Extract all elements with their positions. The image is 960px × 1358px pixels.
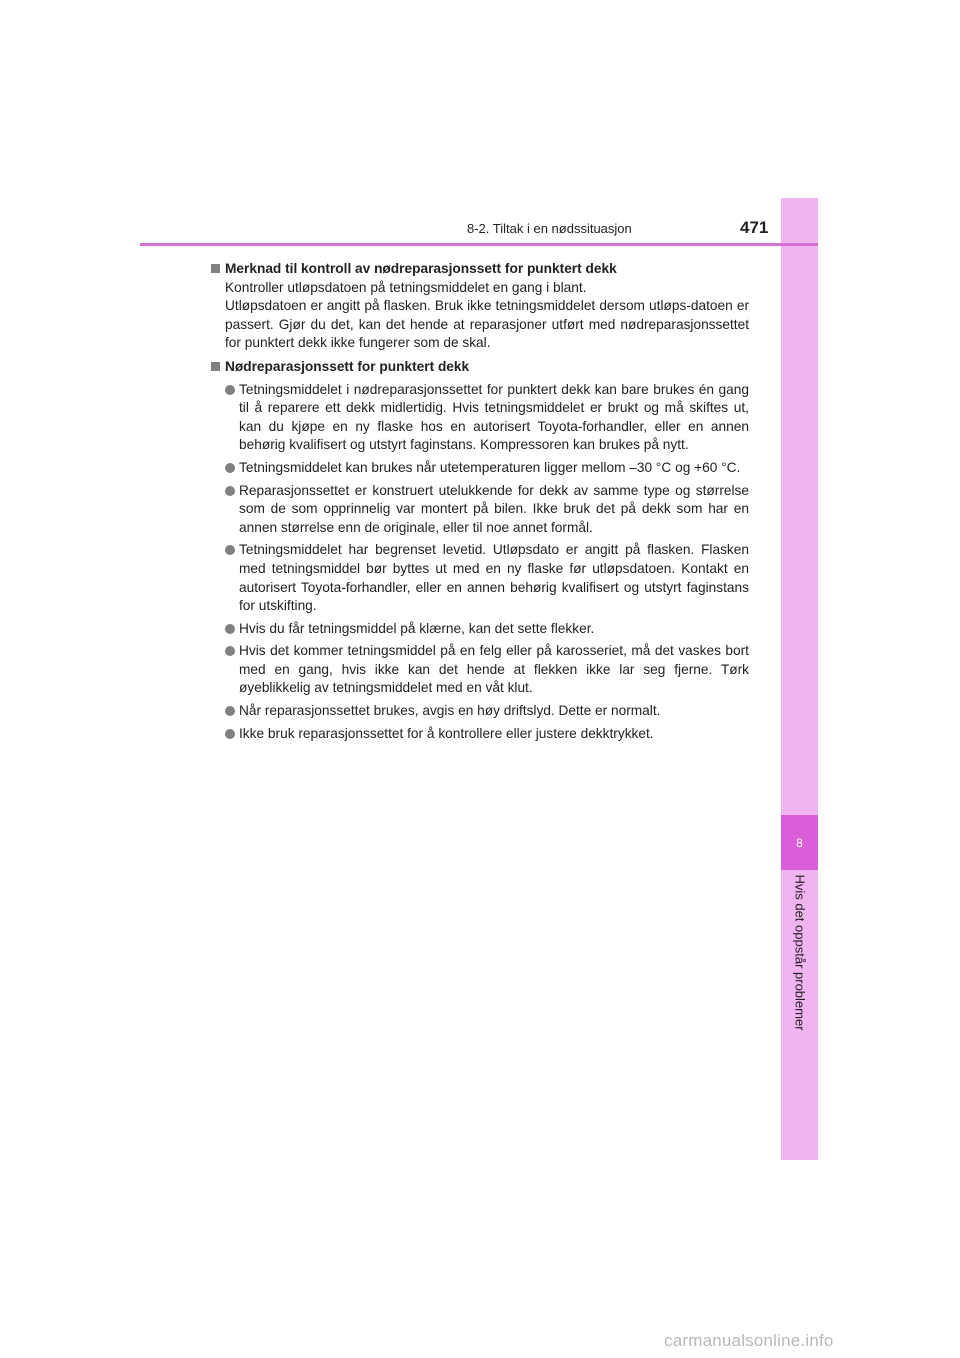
circle-bullet-icon [225, 545, 235, 555]
page-number: 471 [740, 218, 769, 237]
paragraph: Utløpsdatoen er angitt på flasken. Bruk ikke tetningsmiddelet dersom utløps-datoen er passert. Gjør du det, kan det hende at reparasjoner utført med nødreparasjonssettet for punktert dekk ikke fungerer som de skal. [225, 298, 749, 351]
list-item-text: Tetningsmiddelet i nødreparasjonssettet for punktert dekk kan bare brukes én gang til å reparere ett dekk midlertidig. Hvis tetningsmiddelet er brukt og må skiftes ut, kan du kjøpe en ny flaske hos en autorisert Toyota-forhandler, eller en annen behørig kvalifisert og utstyrt faginstans. Kompressoren kan brukes på nytt. [239, 381, 749, 453]
list-item [209, 702, 749, 721]
list-item [209, 459, 749, 478]
list-item-text: Når reparasjonssettet brukes, avgis en høy driftslyd. Dette er normalt. [239, 703, 661, 719]
circle-bullet-icon [225, 624, 235, 634]
paragraph: Kontroller utløpsdatoen på tetningsmiddelet en gang i blant. [225, 279, 587, 295]
page-content [209, 255, 749, 743]
list-item-text: Reparasjonssettet er konstruert utelukkende for dekk av samme type og størrelse som de som opprinnelig var montert på bilen. Ikke bruk det på dekk som har en annen størrelse enn de originale, eller til noe annet formål. [239, 482, 749, 535]
list-item [209, 642, 749, 698]
section-title: 8-2. Tiltak i en nødssituasjon [467, 221, 632, 236]
chapter-side-tab [781, 198, 818, 1160]
watermark: carmanualsonline.info [664, 1331, 834, 1350]
list-item-text: Tetningsmiddelet kan brukes når utetemperaturen ligger mellom –30 °C og +60 °C. [239, 459, 741, 475]
chapter-number-box [781, 815, 818, 870]
list-item-text: Hvis du får tetningsmiddel på klærne, kan det sette flekker. [239, 620, 595, 636]
section-heading [209, 358, 749, 377]
chapter-number: 8 [796, 835, 803, 850]
heading-text: Nødreparasjonssett for punktert dekk [225, 358, 470, 374]
circle-bullet-icon [225, 463, 235, 473]
heading-text: Merknad til kontroll av nødreparasjonssett for punktert dekk [225, 261, 617, 276]
list-item [209, 381, 749, 455]
list-item [209, 482, 749, 538]
list-item [209, 725, 749, 744]
circle-bullet-icon [225, 646, 235, 656]
list-item-text: Hvis det kommer tetningsmiddel på en felg eller på karosseriet, må det vaskes bort med en gang, hvis ikke kan det hende at flekken ikke lar seg fjerne. Tørk øyeblikkelig av tetningsmiddelet med en våt klut. [239, 643, 749, 696]
circle-bullet-icon [225, 706, 235, 716]
list-item [209, 541, 749, 615]
circle-bullet-icon [225, 385, 235, 395]
list-item [209, 620, 749, 639]
circle-bullet-icon [225, 729, 235, 739]
chapter-title-vertical [792, 873, 808, 1031]
section-heading [209, 260, 749, 279]
list-item-text: Tetningsmiddelet har begrenset levetid. Utløpsdato er angitt på flasken. Flasken med tetningsmiddel bør byttes ut med en ny flaske før utløpsdatoen. Kontakt en autorisert Toyota-forhandler, eller en annen behørig kvalifisert og utstyrt faginstans for utskifting. [239, 542, 749, 614]
header-rule [140, 243, 818, 246]
square-bullet-icon [211, 362, 220, 371]
chapter-title: Hvis det oppstår problemer [792, 873, 808, 1031]
list-item-text: Ikke bruk reparasjonssettet for å kontrollere eller justere dekktrykket. [239, 725, 654, 741]
square-bullet-icon [211, 264, 220, 273]
circle-bullet-icon [225, 486, 235, 496]
